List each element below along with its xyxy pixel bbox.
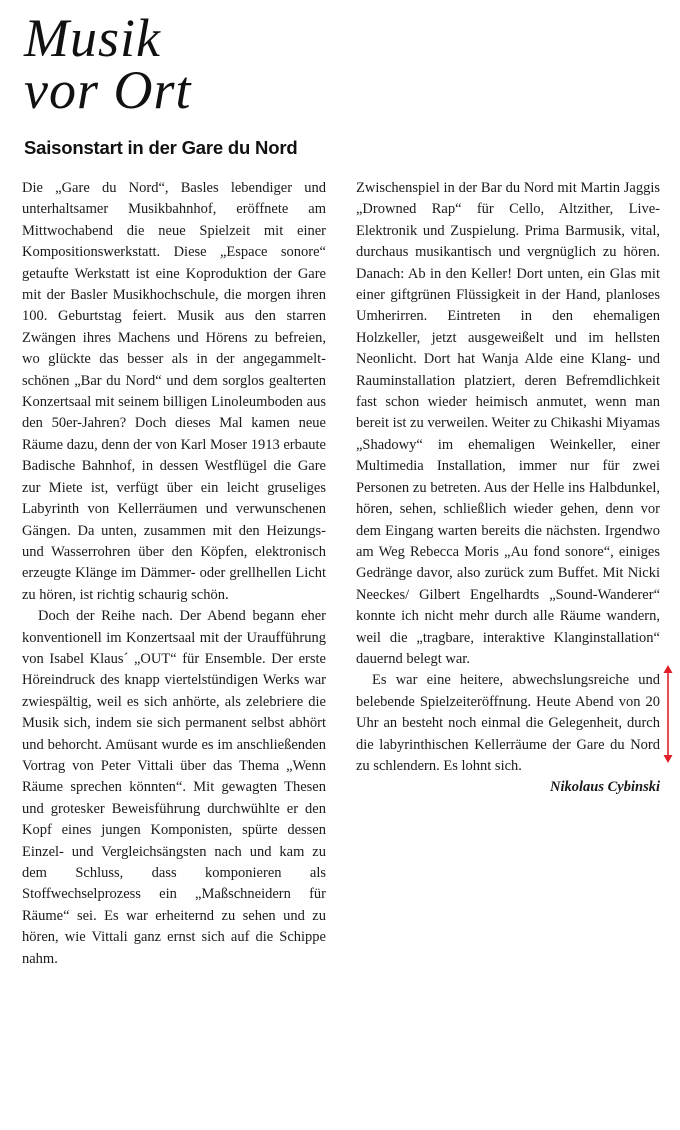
arrow-head-top bbox=[664, 665, 673, 673]
headline-line-1: Musik bbox=[24, 8, 161, 68]
right-paragraph-1: Zwischenspiel in der Bar du Nord mit Martin Jaggis „Drowned Rap“ für Cello, Altzither, Live-Elektronik und Zuspielung. Prima Barmusik, vital, durchaus musikantisch und vergnüglich zu hören. Danach: Ab in den Keller! Dort unten, ein Glas mit einer giftgrünen Flüssigkeit in der Hand, planloses Umherirren. Eintreten in den ehemaligen Holzkeller, jetzt ausgeweißelt und im hellsten Neonlicht. Dort hat Wanja Alde eine Klang- und Rauminstallation platziert, deren Befremdlichkeit fast schon wieder heimisch anmutet, wenn man bereit ist zu verweilen. Weiter zu Chikashi Miyamas „Shadowy“ im ehemaligen Weinkeller, einer Multimedia Installation, immer nur für zwei Personen zu betreten. Aus der Helle ins Halbdunkel, hören, sehen, schließlich wieder gehen, denn vor dem Eingang warten bereits die nächsten. Irgendwo am Weg Rebecca Moris „Au fond sonore“, einiges Gedränge davor, also zurück zum Buffet. Mit Nicki Neeckes/ Gilbert Engelhardts „Sound-Wanderer“ konnte ich nicht mehr durch alle Räume wandern, weil die „tragbare, interaktive Klanginstallation“ dauernd belegt war. bbox=[356, 180, 660, 667]
left-column bbox=[22, 178, 326, 970]
red-double-arrow-icon bbox=[662, 665, 674, 763]
left-paragraph-1: Die „Gare du Nord“, Basles lebendiger und unterhaltsamer Musikbahnhof, eröffnete am Mittwochabend die neue Spielzeit mit einer Kompositionswerkstatt. Diese „Espace sonore“ getaufte Werkstatt ist eine Koproduktion der Gare mit der Basler Musikhochschule, die morgen ihren 100. Geburtstag feiert. Musik aus den starren Zwängen ihres Machens und Hörens zu befreien, wo glückte das besser als in der angegammelt-schönen „Bar du Nord“ und dem sorglos gealterten Konzertsaal mit seinem billigen Linoleumboden aus den 50er-Jahren? Doch dieses Mal kamen neue Räume dazu, denn der von Karl Moser 1913 erbaute Badische Bahnhof, in dessen Westflügel die Gare zur Miete ist, verfügt über ein leicht gruseliges Labyrinth von Kellerräumen und verwunschenen Gängen. Da unten, zusammen mit den Heizungs- und Wasserrohren über den Köpfen, elektronisch erzeugte Klänge im Dämmer- oder grellhellen Licht zu hören, ist richtig schaurig schön. bbox=[22, 180, 326, 603]
author-byline: Nikolaus Cybinski bbox=[550, 779, 660, 796]
left-paragraph-2: Doch der Reihe nach. Der Abend begann eher konventionell im Konzertsaal mit der Uraufführung von Isabel Klaus´ „OUT“ für Ensemble. Der erste Höreindruck des knapp viertelstündigen Werks war zwiespältig, weil es sich anhörte, als zelebriere die Musik sich, indem sie sich permanent selbst abhört und behorcht. Amüsant wurde es im anschließenden Vortrag von Peter Vittali über das Thema „Wenn Räume sprechen könnten“. Mit gewagten Thesen und grotesker Beweisführung durchwühlte er den Kopf eines jungen Komponisten, spürte dessen Einzel- und Vergleichsängsten nach und kam zu dem Schluss, dass komponieren als Stoffwechselprozess ein „Maßschneidern für Räume“ sei. Es war erheiternd zu sehen und zu hören, wie Vittali ganz ernst sich auf die Schippe nahm. bbox=[22, 608, 326, 967]
article-subtitle: Saisonstart in der Gare du Nord bbox=[24, 137, 298, 158]
article-headline bbox=[24, 8, 192, 120]
arrow-head-bottom bbox=[664, 755, 673, 763]
headline-line-2: vor Ort bbox=[24, 60, 192, 120]
right-paragraph-2: Es war eine heitere, abwechslungsreiche und belebende Spielzeiteröffnung. Heute Abend von 20 Uhr an besteht noch einmal die Gelegenheit, durch die labyrinthischen Kellerräume der Gare du Nord zu schlendern. Es lohnt sich. bbox=[356, 672, 660, 774]
right-column bbox=[356, 178, 660, 799]
